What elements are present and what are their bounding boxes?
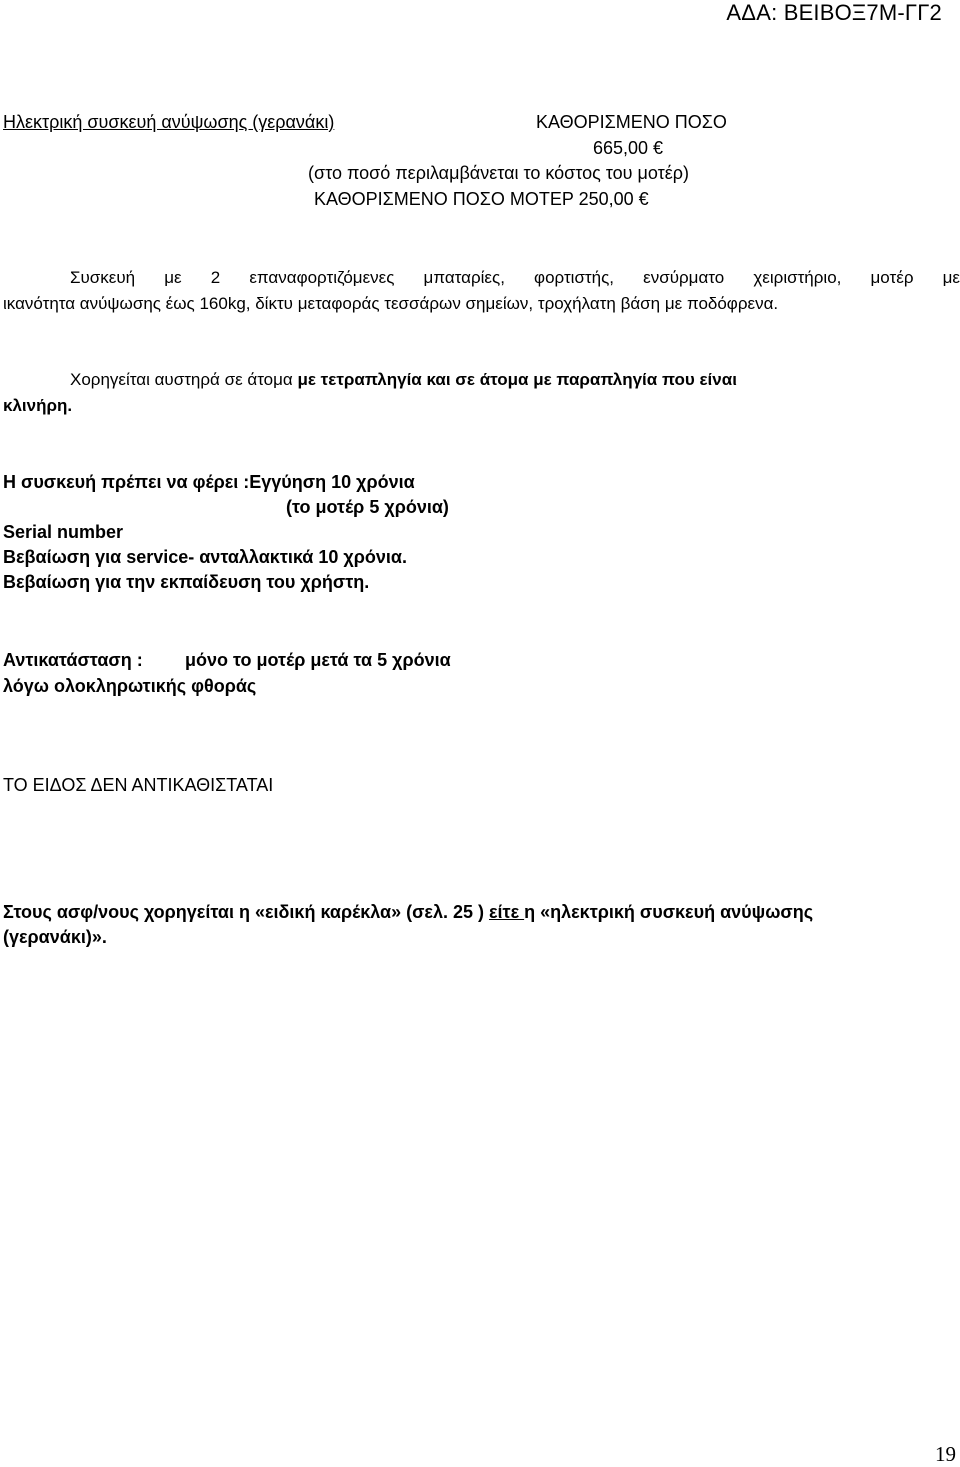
requirements-line-2: (το μοτέρ 5 χρόνια) <box>286 497 449 517</box>
footer-note-line-2: (γερανάκι)». <box>3 927 107 947</box>
document-id: ΑΔΑ: ΒΕΙΒΟΞ7Μ-ΓΓ2 <box>726 0 942 25</box>
fixed-amount-label: ΚΑΘΟΡΙΣΜΕΝΟ ΠΟΣΟ <box>536 112 727 132</box>
eligibility-prefix: Χορηγείται αυστηρά σε άτομα <box>70 370 298 389</box>
requirements-line-1: Η συσκευή πρέπει να φέρει :Εγγύηση 10 χρόνια <box>3 472 415 492</box>
footer-note-part-2: η «ηλεκτρική συσκευή ανύψωσης <box>524 902 814 922</box>
training-certificate: Βεβαίωση για την εκπαίδευση του χρήστη. <box>3 572 370 592</box>
service-certificate: Βεβαίωση για service- ανταλλακτικά 10 χρόνια. <box>3 547 407 567</box>
footer-note-line-1 <box>3 902 813 923</box>
footer-note-either: είτε <box>489 902 525 922</box>
amount-note: (στο ποσό περιλαμβάνεται το κόστος του μοτέρ) <box>308 163 690 183</box>
replacement-label: Αντικατάσταση : <box>3 650 143 670</box>
item-title: Ηλεκτρική συσκευή ανύψωσης (γερανάκι) <box>3 112 335 132</box>
description-line-2: ικανότητα ανύψωσης έως 160kg, δίκτυ μεταφοράς τεσσάρων σημείων, τροχήλατη βάση με ποδόφρενα. <box>3 294 779 313</box>
description-line-1: Συσκευή με 2 επαναφορτιζόμενες μπαταρίες, φορτιστής, ενσύρματο χειριστήριο, μοτέρ με <box>70 268 960 287</box>
eligibility-line-1 <box>70 370 737 390</box>
eligibility-conditions: με τετραπληγία και σε άτομα με παραπληγία που είναι <box>297 370 737 389</box>
footer-note-part-1: Στους ασφ/νους χορηγείται η «ειδική καρέκλα» (σελ. 25 ) <box>3 902 489 922</box>
eligibility-line-2: κλινήρη. <box>3 396 73 415</box>
replacement-reason: λόγω ολοκληρωτικής φθοράς <box>3 676 257 696</box>
motor-amount: ΚΑΘΟΡΙΣΜΕΝΟ ΠΟΣΟ ΜΟΤΕΡ 250,00 € <box>314 189 649 209</box>
replacement-value: μόνο το μοτέρ μετά τα 5 χρόνια <box>185 650 451 670</box>
page-number: 19 <box>935 1442 956 1466</box>
fixed-amount-value: 665,00 € <box>593 138 664 158</box>
serial-number: Serial number <box>3 522 124 542</box>
no-replace-notice: ΤΟ ΕΙΔΟΣ ΔΕΝ ΑΝΤΙΚΑΘΙΣΤΑΤΑΙ <box>3 775 274 795</box>
